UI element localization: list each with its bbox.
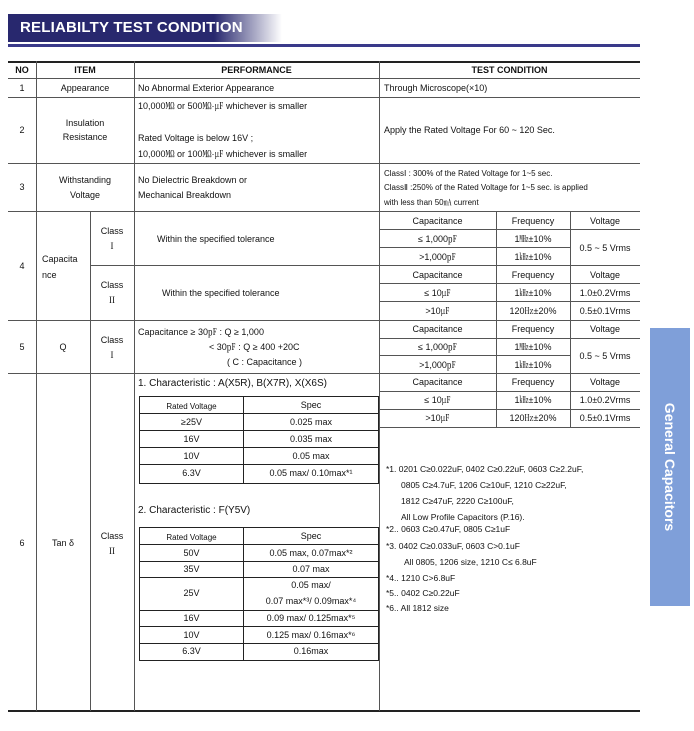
row4-class1-roman: I bbox=[110, 241, 114, 251]
row5-item: Q bbox=[59, 342, 67, 352]
row2-perf-line3: 10,000㏁ or 100㏁·㎌ whichever is smaller bbox=[138, 149, 308, 159]
sub4a-h-volt: Voltage bbox=[589, 216, 621, 226]
side-tab[interactable] bbox=[650, 328, 690, 606]
sub4a-h-cap: Capacitance bbox=[412, 216, 463, 226]
t2-spec-4: 0.125 max/ 0.16max*⁶ bbox=[266, 630, 356, 640]
header-no: NO bbox=[15, 65, 29, 75]
footnote-1-line2: 0805 C≥4.7uF, 1206 C≥10uF, 1210 C≥22uF, bbox=[401, 480, 567, 490]
row6-no: 6 bbox=[19, 538, 25, 548]
section-title: RELIABILTY TEST CONDITION bbox=[20, 19, 243, 36]
footnote-5: *5.. 0402 C≥0.22uF bbox=[386, 588, 460, 598]
t2-rv-2: 25V bbox=[183, 588, 200, 598]
row5-perf-line3: ( C : Capacitance ) bbox=[227, 357, 303, 367]
row5-class-label: Class bbox=[100, 335, 124, 345]
sub4b-cap1: ≤ 10㎌ bbox=[424, 288, 451, 298]
sub4a-h-freq: Frequency bbox=[511, 216, 555, 226]
row4-perf-class1: Within the specified tolerance bbox=[157, 234, 275, 244]
row3-perf-line2: Mechanical Breakdown bbox=[138, 190, 232, 200]
sub5-h-cap: Capacitance bbox=[412, 324, 463, 334]
header-item: ITEM bbox=[74, 65, 96, 75]
sub4b-freq1: 1㎑±10% bbox=[514, 288, 552, 298]
row4-perf-class2: Within the specified tolerance bbox=[162, 288, 280, 298]
row6-class-label: Class bbox=[100, 531, 124, 541]
row5-perf-line1: Capacitance ≥ 30㎊ : Q ≥ 1,000 bbox=[138, 327, 264, 337]
t2-spec-1: 0.07 max bbox=[292, 564, 330, 574]
row4-class2-label: Class bbox=[100, 280, 124, 290]
sub4b-volt1: 1.0±0.2Vrms bbox=[579, 288, 631, 298]
row4-item-line2: nce bbox=[42, 270, 57, 280]
row2-no: 2 bbox=[19, 125, 25, 135]
t1-spec-1: 0.035 max bbox=[289, 434, 333, 444]
t1-spec-0: 0.025 max bbox=[289, 417, 333, 427]
sub4b-freq2: 120㎐±20% bbox=[509, 306, 557, 316]
title-rule bbox=[8, 44, 640, 47]
sub4a-freq1: 1㎒±10% bbox=[514, 234, 552, 244]
row5-class-roman: I bbox=[110, 350, 114, 360]
row1-performance: No Abnormal Exterior Appearance bbox=[138, 83, 275, 93]
row6-characteristic1: 1. Characteristic : A(X5R), B(X7R), X(X6S) bbox=[138, 378, 327, 389]
sub6-cap1: ≤ 10㎌ bbox=[424, 395, 451, 405]
t2-rv-4: 10V bbox=[183, 630, 200, 640]
row3-perf-line1: No Dielectric Breakdown or bbox=[138, 175, 248, 185]
sub6-h-volt: Voltage bbox=[589, 377, 621, 387]
t2-h-spec: Spec bbox=[300, 531, 322, 541]
row3-item-line1: Withstanding bbox=[58, 175, 112, 185]
row2-perf-line2: Rated Voltage is below 16V ; bbox=[138, 133, 254, 143]
row5-no: 5 bbox=[19, 342, 25, 352]
t2-h-rated-voltage: Rated Voltage bbox=[166, 533, 217, 542]
side-tab-label: General Capacitors bbox=[662, 402, 678, 532]
row4-no: 4 bbox=[19, 261, 25, 271]
row3-test-line3: with less than 50㎃ current bbox=[384, 198, 479, 207]
row2-test: Apply the Rated Voltage For 60 ~ 120 Sec. bbox=[384, 125, 555, 135]
row2-item-line1: Insulation bbox=[65, 118, 105, 128]
footnote-1-line3: 1812 C≥47uF, 2220 C≥100uF, bbox=[401, 496, 514, 506]
footnote-3-line2: All 0805, 1206 size, 1210 C≤ 6.8uF bbox=[404, 557, 537, 567]
sub6-h-cap: Capacitance bbox=[412, 377, 463, 387]
sub6-freq1: 1㎑±10% bbox=[514, 395, 552, 405]
sub6-cap2: >10㎌ bbox=[425, 413, 450, 423]
sub6-volt1: 1.0±0.2Vrms bbox=[579, 395, 631, 405]
t2-rv-3: 16V bbox=[183, 613, 200, 623]
sub5-h-volt: Voltage bbox=[589, 324, 621, 334]
t2-rv-0: 50V bbox=[183, 548, 200, 558]
t1-rv-2: 10V bbox=[183, 451, 200, 461]
row5-perf-line2: < 30㎊ : Q ≥ 400 +20C bbox=[209, 342, 300, 352]
sub4a-cap1: ≤ 1,000㎊ bbox=[418, 234, 457, 244]
row3-test-line1: ClassⅠ : 300% of the Rated Voltage for 1~5 sec. bbox=[384, 169, 553, 178]
sub4b-volt2: 0.5±0.1Vrms bbox=[579, 306, 631, 316]
header-performance: PERFORMANCE bbox=[221, 65, 292, 75]
sub4a-freq2: 1㎑±10% bbox=[514, 252, 552, 262]
row4-class1-label: Class bbox=[100, 226, 124, 236]
row3-test-line2: ClassⅡ :250% of the Rated Voltage for 1~5 sec. is applied bbox=[384, 183, 588, 192]
t1-rv-0: ≥25V bbox=[181, 417, 202, 427]
t2-spec-2: 0.05 max/ bbox=[291, 580, 331, 590]
footnote-6: *6.. All 1812 size bbox=[386, 603, 449, 613]
sub5-cap2: >1,000㎊ bbox=[419, 360, 456, 370]
t2-rv-1: 35V bbox=[183, 564, 200, 574]
sub5-cap1: ≤ 1,000㎊ bbox=[418, 342, 457, 352]
row3-no: 3 bbox=[19, 182, 25, 192]
sub5-freq1: 1㎒±10% bbox=[514, 342, 552, 352]
t2-spec-3: 0.09 max/ 0.125max*⁵ bbox=[266, 613, 356, 623]
footnote-4: *4.. 1210 C>6.8uF bbox=[386, 573, 456, 583]
t2-spec-0: 0.05 max, 0.07max*² bbox=[269, 548, 353, 558]
sub6-volt2: 0.5±0.1Vrms bbox=[579, 413, 631, 423]
row6-class-roman: II bbox=[109, 546, 115, 556]
row6-characteristic2: 2. Characteristic : F(Y5V) bbox=[138, 505, 251, 516]
sub5-freq2: 1㎑±10% bbox=[514, 360, 552, 370]
header-test-condition: TEST CONDITION bbox=[471, 65, 548, 75]
sub4b-h-volt: Voltage bbox=[589, 270, 621, 280]
t1-rv-1: 16V bbox=[183, 434, 200, 444]
sub4b-h-cap: Capacitance bbox=[412, 270, 463, 280]
t1-spec-3: 0.05 max/ 0.10max*¹ bbox=[269, 468, 353, 478]
row1-item: Appearance bbox=[60, 83, 110, 93]
sub4b-h-freq: Frequency bbox=[511, 270, 555, 280]
row2-perf-line1: 10,000㏁ or 500㏁·㎌ whichever is smaller bbox=[138, 101, 308, 111]
row2-item-line2: Resistance bbox=[62, 132, 108, 142]
row1-test: Through Microscope(×10) bbox=[384, 83, 488, 93]
footnote-3: *3. 0402 C≥0.033uF, 0603 C>0.1uF bbox=[386, 541, 520, 551]
sub6-h-freq: Frequency bbox=[511, 377, 555, 387]
row3-item-line2: Voltage bbox=[69, 190, 101, 200]
t1-h-spec: Spec bbox=[300, 400, 322, 410]
footnote-1-line4: All Low Profile Capacitors (P.16). bbox=[401, 512, 525, 522]
row1-no: 1 bbox=[19, 83, 25, 93]
sub4b-cap2: >10㎌ bbox=[425, 306, 450, 316]
t2-spec-2-line2: 0.07 max*³/ 0.09max*⁴ bbox=[265, 596, 357, 606]
t1-rv-3: 6.3V bbox=[182, 468, 201, 478]
sub5-volt: 0.5 ~ 5 Vrms bbox=[579, 351, 631, 361]
t1-spec-2: 0.05 max bbox=[292, 451, 330, 461]
row4-class2-roman: II bbox=[109, 295, 115, 305]
sub4a-cap2: >1,000㎊ bbox=[419, 252, 456, 262]
t2-rv-5: 6.3V bbox=[182, 646, 201, 656]
row4-item-line1: Capacita bbox=[42, 254, 78, 264]
row6-item: Tan δ bbox=[51, 538, 75, 548]
footnote-2: *2.. 0603 C≥0.47uF, 0805 C≥1uF bbox=[386, 524, 511, 534]
t2-spec-5: 0.16max bbox=[293, 646, 329, 656]
sub5-h-freq: Frequency bbox=[511, 324, 555, 334]
sub4a-volt: 0.5 ~ 5 Vrms bbox=[579, 243, 631, 253]
section-title-bar bbox=[8, 14, 282, 42]
footnote-1: *1. 0201 C≥0.022uF, 0402 C≥0.22uF, 0603 C≥2.2uF, bbox=[386, 464, 584, 474]
t1-h-rated-voltage: Rated Voltage bbox=[166, 402, 217, 411]
sub6-freq2: 120㎐±20% bbox=[509, 413, 557, 423]
